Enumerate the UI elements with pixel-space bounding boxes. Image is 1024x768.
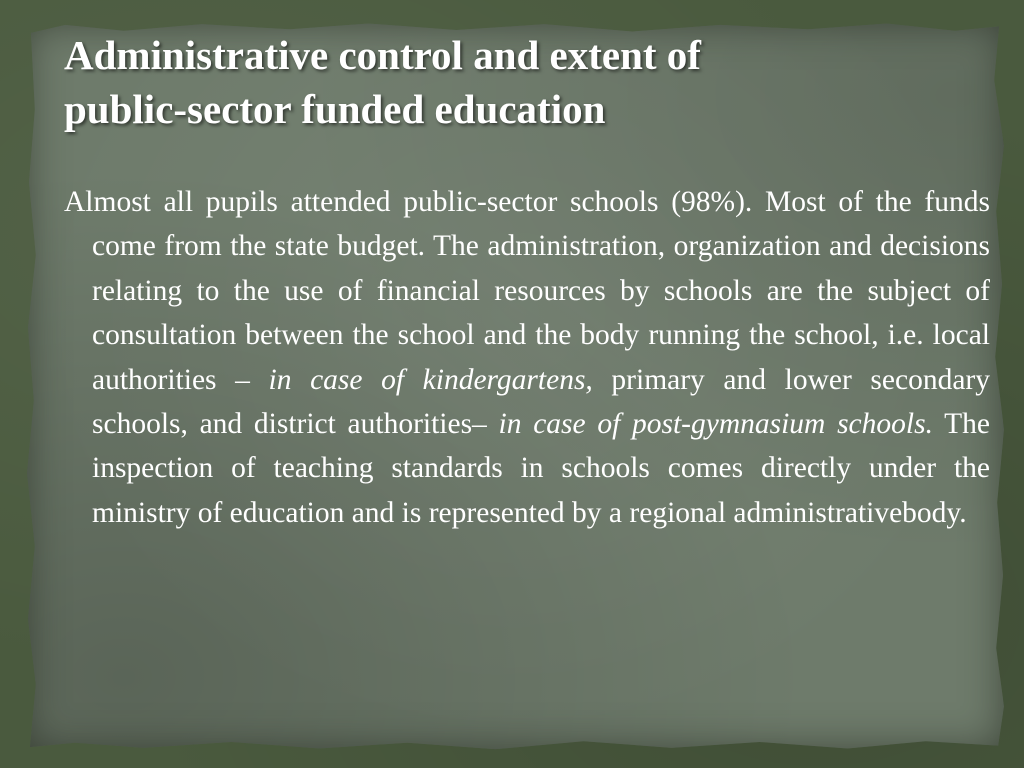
body-text-part-2: primary and lower secondary schools, and district authorities– [92,363,990,441]
title-line-2: public-sector funded education [64,86,606,132]
body-text-part-1: Almost all pupils attended public-sector schools (98%). Most of the funds come from the state budget. The administration, organization and decisions relating to the use of financial resources by schools are the subject of consultation between the school and the body running the school, i.e. local authorities – [64,186,990,396]
body-italic-kindergartens: in case of kindergartens, [268,363,593,396]
title-line-1: Administrative control and extent of [64,32,701,78]
body-italic-post-gymnasium: in case of post-gymnasium schools. [498,408,933,441]
slide-title [64,28,964,136]
body-text-part-3: The inspection of teaching standards in schools comes directly under the ministry of education and is represented by a regional administrativebody. [92,408,990,529]
body-paragraph [64,180,990,535]
